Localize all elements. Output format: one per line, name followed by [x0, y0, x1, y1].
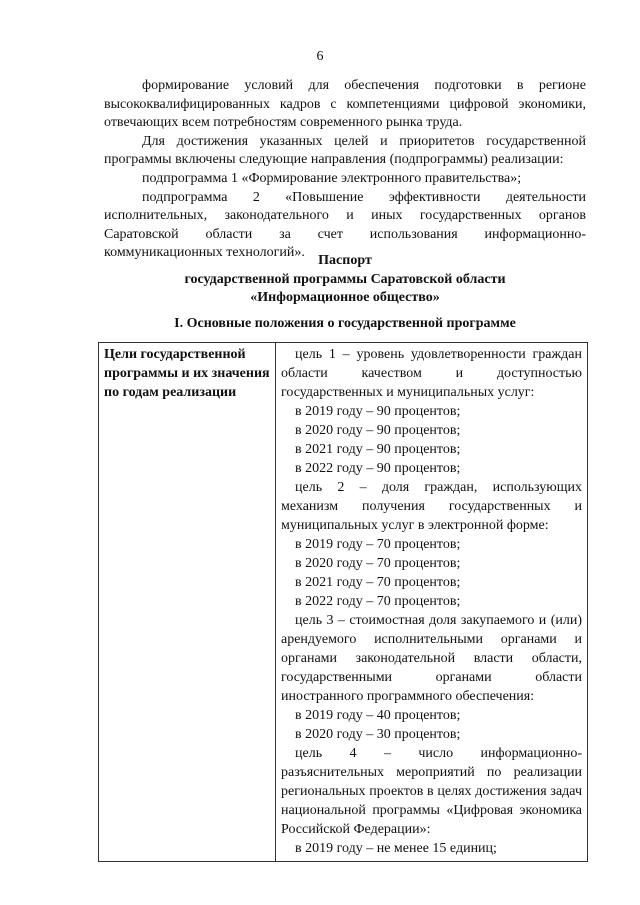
goal-3-value: в 2020 году – 30 процентов;: [295, 727, 461, 742]
goal-2-text: цель 2 – доля граждан, использующих механизм получения государственных и муниципальных услуг в электронной форме:: [281, 480, 582, 533]
paragraph: подпрограмма 2 «Повышение эффективности деятельности исполнительных, законодательного и иных государственных органов Саратовской области за счет использования информационно-коммуникационных технологий».: [104, 189, 586, 261]
program-name: «Информационное общество»: [250, 290, 440, 305]
table-row: [99, 343, 588, 862]
goal-1-value: в 2019 году – 90 процентов;: [295, 404, 461, 419]
passport-subtitle: государственной программы Саратовской области: [184, 271, 506, 287]
goal-1-value: в 2021 году – 90 процентов;: [295, 442, 461, 457]
section-heading: I. Основные положения о государственной программе: [174, 316, 516, 331]
page-number: 6: [316, 49, 324, 64]
body-text: [104, 77, 586, 263]
goal-2-value: в 2019 году – 70 процентов;: [295, 537, 461, 552]
paragraph: Для достижения указанных целей и приоритетов государственной программы включены следующие направления (подпрограммы) реализации:: [104, 133, 586, 168]
passport-heading: [104, 252, 586, 308]
goal-1-text: цель 1 – уровень удовлетворенности граждан области качеством и доступностью государственных и муниципальных услуг:: [281, 347, 582, 400]
goal-4-text: цель 4 – число информационно-разъяснительных мероприятий по реализации региональных проектов в целях достижения задач национальной программы «Цифровая экономика Российской Федерации»:: [281, 746, 582, 837]
goal-1-value: в 2020 году – 90 процентов;: [295, 423, 461, 438]
goal-3-value: в 2019 году – 40 процентов;: [295, 708, 461, 723]
goals-table: [98, 342, 588, 862]
goals-cell: [276, 343, 588, 862]
paragraph: подпрограмма 1 «Формирование электронного правительства»;: [142, 170, 522, 186]
paragraph: формирование условий для обеспечения подготовки в регионе высококвалифицированных кадров с компетенциями цифровой экономики, отвечающих всем потребностям современного рынка труда.: [104, 78, 586, 131]
goal-2-value: в 2022 году – 70 процентов;: [295, 594, 461, 609]
passport-title: Паспорт: [318, 253, 372, 268]
row-label: Цели государственной программы и их значения по годам реализации: [99, 343, 276, 862]
goal-2-value: в 2020 году – 70 процентов;: [295, 556, 461, 571]
goal-3-text: цель 3 – стоимостная доля закупаемого и (или) арендуемого исполнительными органами и органами законодательной власти области, государственными органами области иностранного программного обеспечения:: [281, 613, 582, 704]
goal-4-value: в 2019 году – не менее 15 единиц;: [295, 841, 497, 856]
goal-2-value: в 2021 году – 70 процентов;: [295, 575, 461, 590]
goal-1-value: в 2022 году – 90 процентов;: [295, 461, 461, 476]
